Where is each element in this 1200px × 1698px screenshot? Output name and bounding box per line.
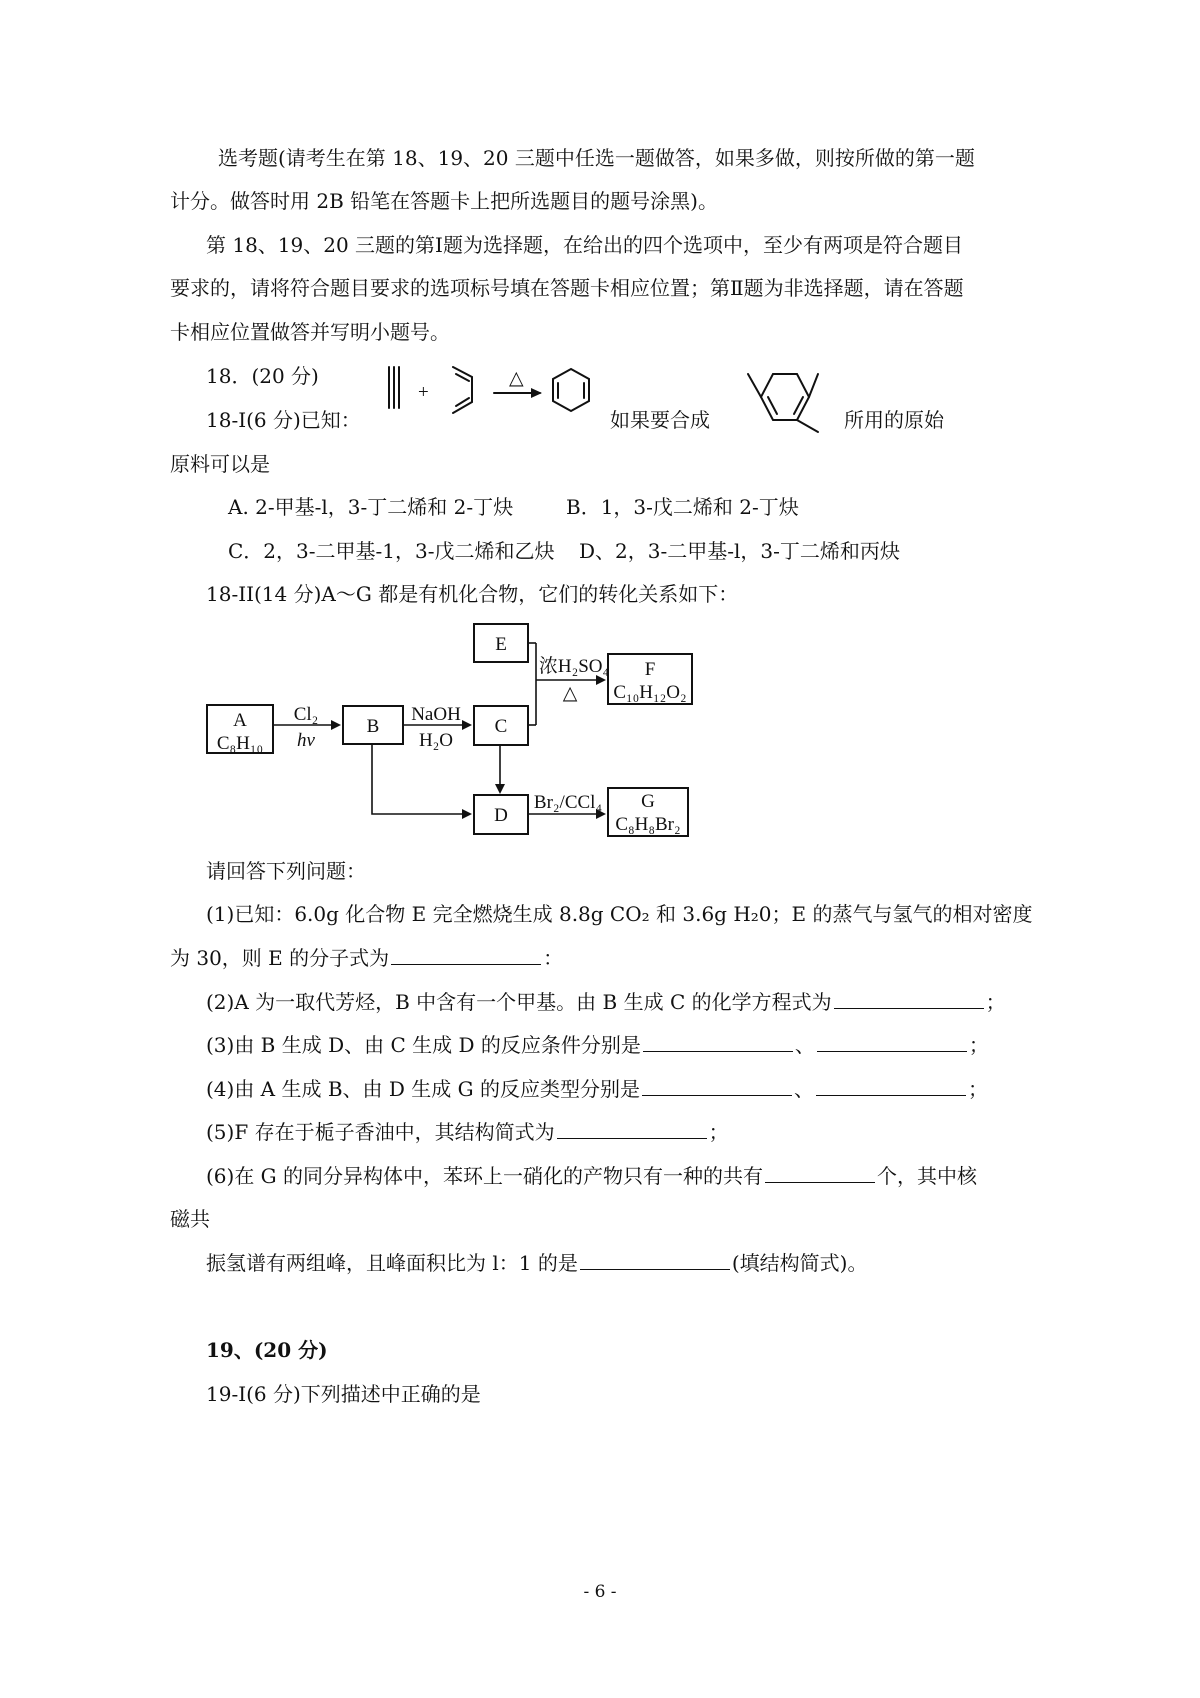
compound-a-box <box>207 705 273 754</box>
q3-answer-blank-2[interactable] <box>817 1031 967 1052</box>
q6-prefix: (6)在 G 的同分异构体中，苯环上一硝化的产物只有一种的共有 <box>206 1164 764 1188</box>
q2-answer-blank[interactable] <box>834 988 984 1009</box>
compound-b-box <box>343 706 403 744</box>
q6-answer-blank-2[interactable] <box>580 1249 730 1270</box>
q18-part2-intro: 18-II(14 分)A～G 都是有机化合物，它们的转化关系如下： <box>206 582 739 606</box>
heat-symbol: △ <box>509 368 524 389</box>
compound-g-formula: C₈H₈Br₂ <box>615 814 681 835</box>
compound-g-box <box>608 788 688 836</box>
intro-line-3: 第 18、19、20 三题的第Ⅰ题为选择题，在给出的四个选项中，至少有两项是符合题目 <box>206 233 963 257</box>
intro-line-1: 选考题(请考生在第 18、19、20 三题中任选一题做答，如果多做，则按所做的第一题 <box>218 146 975 170</box>
q3-suffix: ； <box>968 1033 989 1057</box>
q2-suffix: ； <box>985 990 1006 1014</box>
condition-b-to-c-bottom: H₂O <box>418 730 454 751</box>
condition-a-to-b-top: Cl₂ <box>293 704 319 725</box>
compound-f-box <box>608 654 692 704</box>
q6-line-3-prefix: 振氢谱有两组峰，且峰面积比为 l：1 的是 <box>206 1251 578 1275</box>
q4-prefix: (4)由 A 生成 B、由 D 生成 G 的反应类型分别是 <box>206 1077 640 1101</box>
questions-prompt: 请回答下列问题： <box>206 859 366 883</box>
q6-line-3-suffix: (填结构简式)。 <box>731 1251 868 1275</box>
condition-d-to-g: Br₂/CCl₄ <box>533 792 603 813</box>
q5-prefix: (5)F 存在于栀子香油中，其结构简式为 <box>206 1120 555 1144</box>
q6-line-2: 磁共 <box>170 1207 210 1231</box>
intro-line-4: 要求的，请将符合题目要求的选项标号填在答题卡相应位置；第Ⅱ题为非选择题，请在答题 <box>170 276 964 300</box>
compound-d-label: D <box>494 805 508 826</box>
intro-line-2: 计分。做答时用 2B 铅笔在答题卡上把所选题目的题号涂黑)。 <box>170 189 718 213</box>
option-a: A. 2-甲基-l，3-丁二烯和 2-丁炔 <box>228 495 514 519</box>
q5-suffix: ； <box>708 1120 729 1144</box>
compound-g-label: G <box>641 791 655 812</box>
compound-a-label: A <box>233 710 247 731</box>
q6-suffix: 个，其中核 <box>877 1164 978 1188</box>
condition-to-f-bottom: △ <box>562 683 578 704</box>
compound-a-formula: C₈H₁₀ <box>216 733 264 754</box>
q1-answer-blank[interactable] <box>391 944 541 965</box>
q18-part1-mid: 如果要合成 <box>610 408 710 432</box>
condition-b-to-c-top: NaOH <box>411 704 461 725</box>
cyclohexene-structure <box>553 369 589 411</box>
option-d: D、2，3-二甲基-l，3-丁二烯和丙炔 <box>579 539 900 563</box>
q18-part1-continued: 原料可以是 <box>170 452 270 476</box>
q6-line-3 <box>206 1249 867 1277</box>
compound-e-box <box>474 624 528 662</box>
plus-sign: + <box>418 382 429 403</box>
compound-d-box <box>474 795 528 834</box>
q4-suffix: ； <box>967 1077 988 1101</box>
q4-line <box>206 1075 988 1103</box>
compound-f-formula: C₁₀H₁₂O₂ <box>613 682 687 703</box>
q3-prefix: (3)由 B 生成 D、由 C 生成 D 的反应条件分别是 <box>206 1033 641 1057</box>
q3-separator: 、 <box>794 1033 815 1057</box>
q18-part1-suffix: 所用的原始 <box>844 408 944 432</box>
option-c: C．2，3-二甲基-1，3-戊二烯和乙炔 <box>228 539 555 563</box>
q4-answer-blank-1[interactable] <box>642 1075 792 1096</box>
q5-line <box>206 1118 729 1146</box>
q19-heading: 19、(20 分) <box>206 1338 328 1362</box>
compound-f-label: F <box>644 659 656 680</box>
option-b: B．1，3-戊二烯和 2-丁炔 <box>566 495 799 519</box>
intro-line-5: 卡相应位置做答并写明小题号。 <box>170 320 450 344</box>
page-number: - 6 - <box>583 1582 617 1602</box>
q1-line-1: (1)已知：6.0g 化合物 E 完全燃烧生成 8.8g CO₂ 和 3.6g H₂0；E 的蒸气与氢气的相对密度 <box>206 902 1033 926</box>
condition-to-f-top: 浓H₂SO₄ <box>538 656 610 677</box>
q19-part1: 19-I(6 分)下列描述中正确的是 <box>206 1382 481 1406</box>
q3-line <box>206 1031 989 1059</box>
target-molecule-structure <box>722 360 822 436</box>
q3-answer-blank-1[interactable] <box>643 1031 793 1052</box>
reaction-flowchart <box>200 620 720 840</box>
compound-e-label: E <box>495 634 507 655</box>
diels-alder-scheme <box>380 355 615 435</box>
q4-separator: 、 <box>793 1077 814 1101</box>
q5-answer-blank[interactable] <box>557 1118 707 1139</box>
q1-line-2 <box>170 944 563 972</box>
compound-b-label: B <box>366 716 380 737</box>
q4-answer-blank-2[interactable] <box>816 1075 966 1096</box>
compound-c-box <box>474 706 528 745</box>
compound-c-label: C <box>494 716 508 737</box>
reaction-arrow <box>494 388 542 398</box>
q18-heading: 18．(20 分) <box>206 364 319 388</box>
condition-a-to-b-bottom: hv <box>297 730 315 751</box>
butadiene-structure <box>453 367 472 413</box>
q2-line <box>206 988 1006 1016</box>
alkyne-structure <box>389 367 399 408</box>
q1-line-2-suffix: ： <box>543 946 564 970</box>
q2-prefix: (2)A 为一取代芳烃，B 中含有一个甲基。由 B 生成 C 的化学方程式为 <box>206 990 832 1014</box>
q6-line-1 <box>206 1162 977 1190</box>
q1-line-2-prefix: 为 30，则 E 的分子式为 <box>170 946 390 970</box>
q6-answer-blank-1[interactable] <box>765 1162 875 1183</box>
q18-part1-prefix: 18-I(6 分)已知： <box>206 408 361 432</box>
